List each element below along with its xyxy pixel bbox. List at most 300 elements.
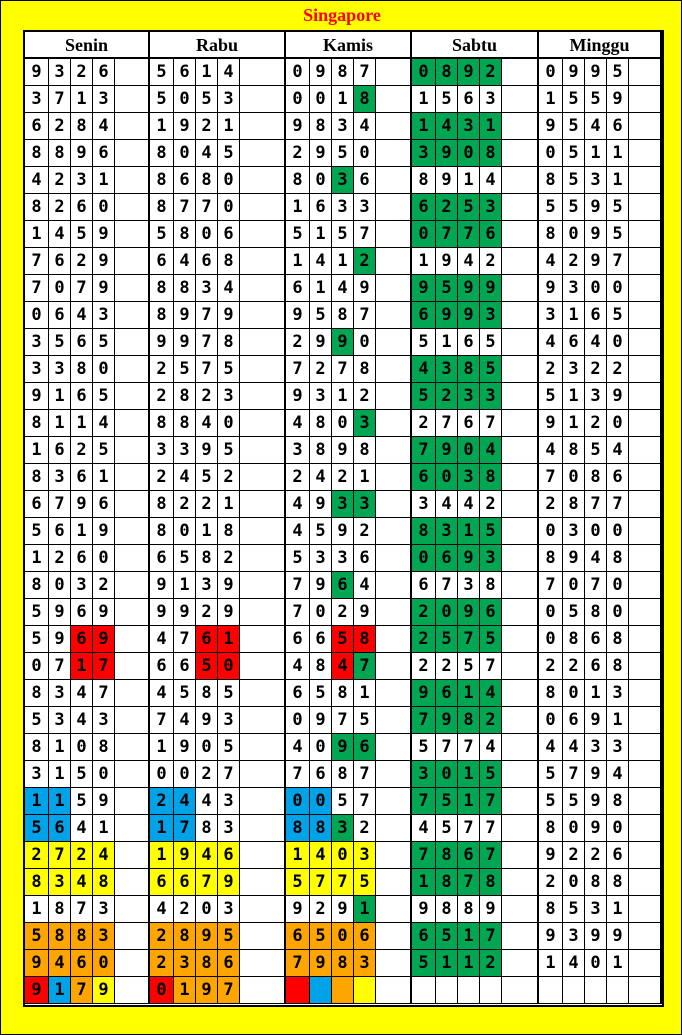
number-digit: 9 [585, 788, 607, 815]
number-digit: 1 [607, 896, 629, 923]
number-digit: 7 [49, 653, 71, 680]
number-digit: 8 [332, 950, 354, 977]
number-digit: 0 [332, 923, 354, 950]
number-digit: 4 [196, 842, 218, 869]
number-digit: 2 [585, 842, 607, 869]
number-digit: 2 [563, 248, 585, 275]
spacer-cell [629, 194, 662, 221]
spacer-cell [376, 923, 412, 950]
spacer-cell [240, 950, 286, 977]
number-digit: 1 [218, 113, 240, 140]
spacer-cell [240, 86, 286, 113]
number-digit: 8 [25, 572, 49, 599]
spacer-cell [115, 788, 150, 815]
spacer-cell [629, 518, 662, 545]
spacer-cell [502, 491, 539, 518]
spacer-cell [502, 842, 539, 869]
number-digit: 2 [480, 248, 502, 275]
number-digit: 0 [458, 437, 480, 464]
spacer-cell [629, 626, 662, 653]
number-digit: 6 [332, 572, 354, 599]
number-digit: 4 [412, 815, 436, 842]
number-digit: 9 [607, 923, 629, 950]
number-digit: 7 [480, 842, 502, 869]
number-digit: 8 [585, 869, 607, 896]
number-digit: 6 [71, 194, 93, 221]
number-digit: 0 [607, 275, 629, 302]
spacer-cell [115, 842, 150, 869]
number-digit: 3 [332, 167, 354, 194]
number-digit: 8 [436, 869, 458, 896]
number-digit: 1 [332, 86, 354, 113]
number-digit: 4 [539, 734, 563, 761]
number-digit: 7 [93, 653, 115, 680]
number-digit: 7 [563, 761, 585, 788]
number-digit: 7 [286, 572, 310, 599]
number-digit: 4 [607, 437, 629, 464]
number-digit: 7 [480, 815, 502, 842]
spacer-cell [502, 329, 539, 356]
number-digit: 6 [458, 329, 480, 356]
number-digit: 4 [310, 842, 332, 869]
number-digit: 4 [150, 626, 174, 653]
number-digit: 3 [607, 680, 629, 707]
number-digit: 8 [150, 491, 174, 518]
number-digit: 8 [25, 734, 49, 761]
spacer-cell [629, 788, 662, 815]
number-digit: 9 [310, 491, 332, 518]
number-digit: 7 [218, 977, 240, 1004]
number-digit: 6 [93, 491, 115, 518]
number-digit: 7 [412, 842, 436, 869]
number-digit: 3 [174, 437, 196, 464]
number-digit: 8 [480, 464, 502, 491]
number-digit: 4 [332, 275, 354, 302]
spacer-cell [502, 437, 539, 464]
spacer-cell [502, 761, 539, 788]
number-digit: 5 [585, 437, 607, 464]
number-digit: 8 [563, 437, 585, 464]
number-digit: 3 [480, 383, 502, 410]
number-digit: 5 [539, 194, 563, 221]
number-digit: 2 [436, 194, 458, 221]
number-digit: 1 [150, 734, 174, 761]
number-digit: 9 [585, 761, 607, 788]
number-digit: 2 [354, 383, 376, 410]
number-digit: 3 [436, 356, 458, 383]
number-digit: 1 [49, 410, 71, 437]
spacer-cell [376, 707, 412, 734]
number-digit: 0 [607, 572, 629, 599]
number-digit: 0 [218, 410, 240, 437]
spacer-cell [376, 572, 412, 599]
number-digit: 3 [49, 59, 71, 86]
number-digit: 4 [310, 464, 332, 491]
number-digit: 6 [218, 221, 240, 248]
number-digit: 5 [436, 626, 458, 653]
number-digit: 9 [332, 329, 354, 356]
number-digit: 6 [174, 869, 196, 896]
number-digit: 5 [93, 383, 115, 410]
number-digit: 9 [436, 707, 458, 734]
number-digit: 3 [480, 302, 502, 329]
number-digit: 7 [458, 221, 480, 248]
spacer-cell [240, 221, 286, 248]
number-digit: 3 [563, 275, 585, 302]
spacer-cell [376, 626, 412, 653]
number-digit [480, 977, 502, 1004]
number-digit: 3 [332, 113, 354, 140]
number-digit: 2 [49, 113, 71, 140]
number-digit: 5 [25, 815, 49, 842]
number-digit: 1 [607, 140, 629, 167]
number-digit: 6 [196, 248, 218, 275]
number-digit: 6 [71, 626, 93, 653]
number-digit: 5 [25, 923, 49, 950]
number-digit: 8 [286, 167, 310, 194]
spacer-cell [502, 653, 539, 680]
number-digit: 5 [607, 221, 629, 248]
number-digit: 8 [607, 626, 629, 653]
number-digit: 3 [49, 356, 71, 383]
number-digit: 7 [93, 680, 115, 707]
number-digit: 5 [93, 329, 115, 356]
number-digit: 0 [539, 626, 563, 653]
number-digit: 7 [354, 653, 376, 680]
number-digit: 1 [458, 518, 480, 545]
number-digit: 5 [310, 302, 332, 329]
results-table [23, 30, 664, 1007]
number-digit: 9 [196, 923, 218, 950]
number-digit: 7 [607, 248, 629, 275]
number-digit: 5 [25, 599, 49, 626]
number-digit: 7 [174, 815, 196, 842]
number-digit: 8 [49, 923, 71, 950]
number-digit: 0 [218, 167, 240, 194]
spacer-cell [115, 518, 150, 545]
number-digit: 8 [539, 221, 563, 248]
spacer-cell [376, 545, 412, 572]
number-digit: 9 [585, 248, 607, 275]
spacer-cell [629, 113, 662, 140]
number-digit: 2 [310, 356, 332, 383]
number-digit: 9 [310, 707, 332, 734]
number-digit: 0 [218, 653, 240, 680]
number-digit: 7 [480, 653, 502, 680]
spacer-cell [629, 869, 662, 896]
number-digit: 6 [436, 680, 458, 707]
number-digit: 2 [332, 599, 354, 626]
number-digit: 7 [607, 491, 629, 518]
number-digit: 5 [196, 464, 218, 491]
number-digit: 8 [332, 761, 354, 788]
number-digit: 0 [436, 599, 458, 626]
number-digit: 8 [174, 221, 196, 248]
number-digit: 5 [480, 626, 502, 653]
number-digit: 0 [310, 599, 332, 626]
number-digit: 5 [563, 86, 585, 113]
number-digit: 1 [436, 950, 458, 977]
number-digit: 9 [458, 545, 480, 572]
number-digit: 7 [150, 707, 174, 734]
number-digit: 5 [563, 896, 585, 923]
number-digit: 2 [93, 572, 115, 599]
number-digit: 5 [607, 302, 629, 329]
number-digit: 7 [436, 734, 458, 761]
number-digit: 7 [174, 194, 196, 221]
number-digit: 5 [436, 815, 458, 842]
spacer-cell [115, 950, 150, 977]
number-digit: 4 [354, 113, 376, 140]
number-digit: 6 [286, 923, 310, 950]
number-digit: 1 [49, 977, 71, 1004]
number-digit: 7 [354, 302, 376, 329]
number-digit: 8 [607, 869, 629, 896]
spacer-cell [115, 869, 150, 896]
number-digit: 3 [480, 86, 502, 113]
number-digit: 6 [286, 275, 310, 302]
number-digit: 3 [332, 194, 354, 221]
number-digit: 1 [286, 842, 310, 869]
spacer-cell [115, 761, 150, 788]
number-digit: 7 [286, 950, 310, 977]
number-digit: 8 [196, 545, 218, 572]
spacer-cell [376, 680, 412, 707]
spacer-cell [240, 734, 286, 761]
spacer-cell [115, 599, 150, 626]
number-digit: 9 [539, 410, 563, 437]
number-digit: 3 [25, 356, 49, 383]
spacer-cell [502, 140, 539, 167]
spacer-cell [376, 869, 412, 896]
number-digit [539, 977, 563, 1004]
number-digit: 2 [196, 383, 218, 410]
number-digit: 8 [354, 626, 376, 653]
number-digit: 3 [218, 707, 240, 734]
number-digit: 9 [286, 896, 310, 923]
number-digit: 3 [563, 356, 585, 383]
spacer-cell [502, 464, 539, 491]
spacer-cell [115, 383, 150, 410]
number-digit: 2 [332, 464, 354, 491]
number-digit: 8 [607, 788, 629, 815]
number-digit: 3 [218, 896, 240, 923]
number-digit: 1 [458, 167, 480, 194]
column-header: Sabtu [412, 32, 539, 59]
spacer-cell [629, 491, 662, 518]
number-digit: 2 [412, 653, 436, 680]
number-digit: 9 [458, 275, 480, 302]
number-digit: 6 [49, 302, 71, 329]
number-digit: 2 [49, 167, 71, 194]
spacer-cell [376, 410, 412, 437]
number-digit: 4 [218, 59, 240, 86]
spacer-cell [240, 140, 286, 167]
number-digit: 5 [539, 761, 563, 788]
number-digit: 5 [412, 734, 436, 761]
number-digit: 0 [539, 140, 563, 167]
column-header: Rabu [150, 32, 286, 59]
number-digit: 1 [310, 221, 332, 248]
spacer-cell [376, 788, 412, 815]
number-digit: 0 [196, 896, 218, 923]
spacer-cell [629, 599, 662, 626]
number-digit: 8 [539, 545, 563, 572]
number-digit: 0 [93, 356, 115, 383]
number-digit: 5 [607, 59, 629, 86]
spacer-cell [115, 626, 150, 653]
number-digit: 1 [49, 788, 71, 815]
number-digit: 2 [585, 356, 607, 383]
number-digit: 6 [412, 923, 436, 950]
number-digit: 6 [412, 302, 436, 329]
number-digit: 7 [174, 626, 196, 653]
number-digit: 4 [71, 869, 93, 896]
number-digit: 6 [174, 653, 196, 680]
number-digit: 9 [25, 950, 49, 977]
spacer-cell [115, 329, 150, 356]
spacer-cell [629, 842, 662, 869]
number-digit: 1 [412, 113, 436, 140]
number-digit: 3 [93, 86, 115, 113]
number-digit: 4 [480, 680, 502, 707]
number-digit: 7 [196, 329, 218, 356]
number-digit: 4 [93, 410, 115, 437]
spacer-cell [502, 707, 539, 734]
number-digit: 3 [585, 896, 607, 923]
number-digit: 9 [174, 302, 196, 329]
number-digit: 9 [354, 275, 376, 302]
spacer-cell [629, 329, 662, 356]
number-digit: 9 [354, 599, 376, 626]
spacer-cell [376, 329, 412, 356]
number-digit: 6 [480, 221, 502, 248]
spacer-cell [502, 221, 539, 248]
number-digit [332, 977, 354, 1004]
number-digit: 3 [150, 437, 174, 464]
number-digit: 1 [563, 410, 585, 437]
number-digit: 3 [196, 572, 218, 599]
spacer-cell [376, 491, 412, 518]
number-digit: 2 [71, 437, 93, 464]
number-digit: 1 [585, 680, 607, 707]
number-digit: 1 [71, 518, 93, 545]
spacer-cell [629, 923, 662, 950]
number-digit: 9 [585, 194, 607, 221]
spacer-cell [240, 356, 286, 383]
number-digit: 8 [150, 275, 174, 302]
number-digit: 4 [196, 140, 218, 167]
number-digit: 7 [196, 356, 218, 383]
number-digit: 8 [196, 680, 218, 707]
number-digit: 0 [93, 545, 115, 572]
number-digit: 0 [539, 599, 563, 626]
number-digit: 8 [310, 815, 332, 842]
number-digit [310, 977, 332, 1004]
number-digit: 3 [93, 707, 115, 734]
number-digit: 6 [458, 842, 480, 869]
number-digit: 2 [174, 491, 196, 518]
number-digit: 5 [218, 356, 240, 383]
number-digit: 8 [310, 410, 332, 437]
number-digit: 1 [150, 113, 174, 140]
number-digit: 2 [286, 464, 310, 491]
spacer-cell [629, 545, 662, 572]
number-digit: 9 [286, 113, 310, 140]
number-digit: 7 [49, 491, 71, 518]
spacer-cell [502, 356, 539, 383]
number-digit: 8 [150, 167, 174, 194]
spacer-cell [629, 761, 662, 788]
number-digit: 5 [412, 950, 436, 977]
spacer-cell [240, 302, 286, 329]
number-digit: 3 [539, 302, 563, 329]
number-digit: 8 [93, 734, 115, 761]
number-digit: 4 [174, 707, 196, 734]
spacer-cell [629, 653, 662, 680]
number-digit: 8 [150, 302, 174, 329]
number-digit: 6 [480, 599, 502, 626]
number-digit: 8 [563, 491, 585, 518]
number-digit: 5 [332, 221, 354, 248]
number-digit: 4 [93, 842, 115, 869]
number-digit: 3 [585, 734, 607, 761]
number-digit: 9 [310, 329, 332, 356]
spacer-cell [240, 977, 286, 1004]
number-digit: 5 [286, 221, 310, 248]
number-digit: 1 [539, 950, 563, 977]
number-digit: 5 [332, 788, 354, 815]
number-digit: 5 [174, 545, 196, 572]
number-digit: 9 [174, 113, 196, 140]
number-digit: 2 [25, 842, 49, 869]
spacer-cell [376, 194, 412, 221]
number-digit: 6 [93, 140, 115, 167]
number-digit: 7 [480, 788, 502, 815]
number-digit: 6 [49, 248, 71, 275]
spacer-cell [629, 572, 662, 599]
number-digit: 7 [332, 356, 354, 383]
number-digit: 3 [93, 896, 115, 923]
number-digit: 0 [310, 167, 332, 194]
number-digit: 9 [458, 599, 480, 626]
number-digit: 5 [25, 518, 49, 545]
number-digit: 5 [480, 761, 502, 788]
number-digit: 2 [196, 761, 218, 788]
number-digit: 2 [150, 383, 174, 410]
number-digit: 7 [354, 761, 376, 788]
spacer-cell [629, 950, 662, 977]
number-digit: 9 [93, 788, 115, 815]
spacer-cell [240, 869, 286, 896]
number-digit: 5 [49, 329, 71, 356]
number-digit: 9 [480, 896, 502, 923]
number-digit: 5 [150, 86, 174, 113]
number-digit: 9 [436, 167, 458, 194]
number-digit: 9 [332, 437, 354, 464]
number-digit: 6 [286, 626, 310, 653]
number-digit: 5 [218, 923, 240, 950]
number-digit: 0 [354, 140, 376, 167]
number-digit: 9 [196, 437, 218, 464]
number-digit: 9 [218, 572, 240, 599]
number-digit: 2 [218, 464, 240, 491]
number-digit: 7 [585, 572, 607, 599]
number-digit: 5 [310, 518, 332, 545]
spacer-cell [629, 356, 662, 383]
number-digit: 4 [93, 113, 115, 140]
number-digit: 6 [196, 626, 218, 653]
